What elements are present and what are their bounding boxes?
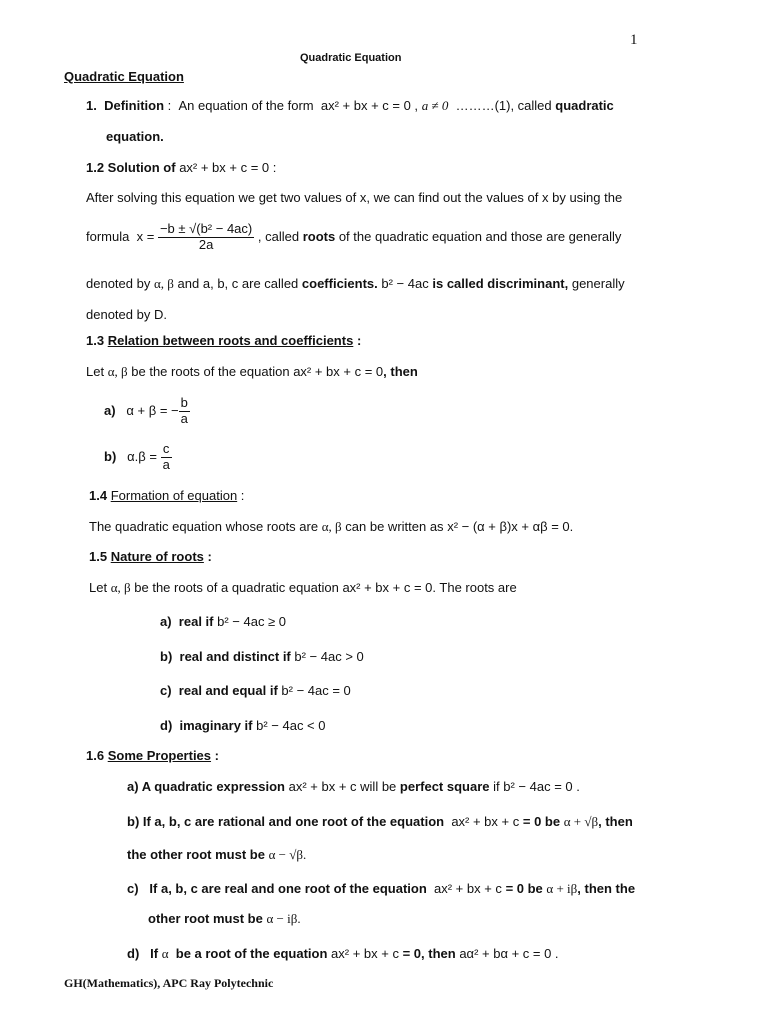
relation-equation: ax² + bx + c = 0 bbox=[293, 364, 384, 379]
formula-tail: of the quadratic equation and those are generally bbox=[338, 228, 622, 244]
sum-lhs: α + β = − bbox=[126, 402, 179, 418]
definition-text: An equation of the form bbox=[178, 98, 314, 113]
property-c-then: , then the bbox=[577, 881, 636, 896]
formation-number: 1.4 bbox=[89, 488, 108, 503]
formation-title: Formation of equation bbox=[110, 488, 238, 503]
relation-number: 1.3 bbox=[86, 333, 105, 348]
properties-heading bbox=[86, 748, 219, 763]
property-a-mid: will be bbox=[360, 779, 397, 794]
formula-called: , called bbox=[257, 228, 300, 244]
property-b-equals: = 0 be bbox=[522, 814, 561, 829]
solution-heading-text: 1.2 Solution of bbox=[86, 160, 176, 175]
sum-fraction bbox=[179, 396, 190, 427]
section-title: Quadratic Equation bbox=[64, 69, 184, 84]
property-c-line2-text: other root must be bbox=[148, 911, 263, 926]
nature-item bbox=[160, 683, 351, 698]
formula-lhs: x = bbox=[136, 228, 155, 244]
solution-paragraph: After solving this equation we get two values of x, we can find out the values of x by using the bbox=[86, 190, 623, 205]
formation-text-b: can be written as bbox=[345, 519, 444, 534]
coefficients-line bbox=[86, 276, 625, 292]
definition-label: Definition bbox=[104, 98, 165, 113]
property-b-line2-text: the other root must be bbox=[127, 847, 265, 862]
relation-intro bbox=[86, 364, 418, 380]
formation-heading bbox=[89, 488, 244, 503]
property-c-root: α + iβ bbox=[546, 881, 578, 896]
property-b-other-root: α − √β. bbox=[268, 847, 307, 862]
quadratic-formula-line bbox=[86, 222, 621, 253]
item-label: a) bbox=[104, 402, 116, 418]
property-a bbox=[127, 779, 580, 794]
relation-heading bbox=[86, 333, 361, 348]
definition-number: 1. bbox=[86, 98, 97, 113]
formula-numerator: −b ± √(b² − 4ac) bbox=[159, 221, 253, 236]
formula-word: formula bbox=[86, 228, 130, 244]
property-a-bold: perfect square bbox=[399, 779, 490, 794]
definition-term-continued: equation. bbox=[106, 129, 164, 144]
property-a-text: a) A quadratic expression bbox=[127, 779, 285, 794]
property-b-line2 bbox=[127, 847, 306, 863]
property-c bbox=[127, 881, 635, 897]
nature-intro-tail: . The roots are bbox=[432, 580, 517, 595]
properties-number: 1.6 bbox=[86, 748, 105, 763]
nature-item bbox=[160, 614, 286, 629]
properties-colon: : bbox=[214, 748, 219, 763]
item-text: real if bbox=[178, 614, 214, 629]
nature-item bbox=[160, 649, 364, 664]
definition-eqref: ………(1), called bbox=[455, 98, 552, 113]
nature-item bbox=[160, 718, 326, 733]
quadratic-formula-fraction bbox=[158, 222, 254, 253]
let-text: Let bbox=[89, 580, 108, 595]
formation-text bbox=[89, 519, 573, 535]
relation-intro-text: be the roots of the equation bbox=[131, 364, 290, 379]
nature-title: Nature of roots bbox=[110, 549, 204, 564]
definition-equation: ax² + bx + c = 0 , bbox=[320, 98, 419, 113]
property-c-equals: = 0 be bbox=[505, 881, 543, 896]
property-c-other-root: α − iβ. bbox=[266, 911, 301, 926]
item-text: real and distinct if bbox=[179, 649, 291, 664]
nature-intro bbox=[89, 580, 517, 596]
relation-then: , then bbox=[383, 364, 418, 379]
nature-equation: ax² + bx + c = 0 bbox=[342, 580, 433, 595]
generally-text: generally bbox=[571, 276, 625, 291]
property-d-text2: be a root of the equation bbox=[175, 946, 328, 961]
item-label: d) bbox=[160, 718, 173, 733]
page-footer: GH(Mathematics), APC Ray Polytechnic bbox=[64, 976, 274, 990]
formation-text-a: The quadratic equation whose roots are bbox=[89, 519, 319, 534]
discriminant-expression: b² − 4ac bbox=[381, 276, 429, 291]
property-d-equation: ax² + bx + c bbox=[331, 946, 399, 961]
alpha-beta: α, β bbox=[110, 580, 131, 595]
product-fraction bbox=[161, 442, 172, 473]
property-b bbox=[127, 814, 633, 830]
nature-heading bbox=[89, 549, 212, 564]
denoted-by-text: denoted by bbox=[86, 276, 151, 291]
property-d-result: aα² + bα + c = 0 . bbox=[459, 946, 559, 961]
nature-colon: : bbox=[207, 549, 212, 564]
property-c-text: If a, b, c are real and one root of the equation bbox=[149, 881, 427, 896]
property-a-expr: ax² + bx + c bbox=[288, 779, 357, 794]
property-b-then: , then bbox=[598, 814, 633, 829]
definition-term: quadratic bbox=[555, 98, 614, 113]
solution-heading bbox=[86, 160, 276, 175]
nature-intro-text: be the roots of a quadratic equation bbox=[134, 580, 339, 595]
property-a-if: if bbox=[493, 779, 500, 794]
item-condition: b² − 4ac ≥ 0 bbox=[217, 614, 287, 629]
property-c-line2 bbox=[148, 911, 301, 927]
abc-text: a, b, c bbox=[202, 276, 239, 291]
sum-denominator: a bbox=[180, 410, 188, 426]
is-called-text: is called bbox=[432, 276, 484, 291]
relation-colon: : bbox=[356, 333, 362, 348]
discriminant-word: discriminant, bbox=[487, 276, 569, 291]
property-b-text: b) If a, b, c are rational and one root of the equation bbox=[127, 814, 445, 829]
item-condition: b² − 4ac > 0 bbox=[294, 649, 364, 664]
page-title: Quadratic Equation bbox=[300, 52, 402, 64]
property-d-text: If bbox=[150, 946, 159, 961]
product-of-roots bbox=[104, 442, 172, 473]
item-label: b) bbox=[104, 448, 117, 464]
item-label: c) bbox=[160, 683, 172, 698]
solution-heading-equation: ax² + bx + c = 0 : bbox=[179, 160, 277, 175]
formation-equation: x² − (α + β)x + αβ = 0. bbox=[447, 519, 574, 534]
nature-number: 1.5 bbox=[89, 549, 108, 564]
item-label: b) bbox=[160, 649, 173, 664]
alpha-beta: α, β bbox=[321, 519, 342, 534]
definition-line: 1. Definition : An equation of the form ax² + bx + c = 0 , a ≠ 0 ………(1), called quadratic bbox=[86, 98, 614, 113]
product-lhs: α.β = bbox=[127, 448, 157, 464]
property-b-equation: ax² + bx + c bbox=[451, 814, 520, 829]
property-d-equals: = 0, then bbox=[402, 946, 456, 961]
definition-condition: a ≠ 0 bbox=[421, 98, 449, 113]
item-condition: b² − 4ac = 0 bbox=[281, 683, 351, 698]
formation-colon: : bbox=[240, 488, 245, 503]
property-d-alpha: α bbox=[161, 946, 169, 961]
item-condition: b² − 4ac < 0 bbox=[256, 718, 326, 733]
alpha-beta: α, β bbox=[153, 276, 174, 291]
formula-denominator: 2a bbox=[198, 236, 214, 252]
product-denominator: a bbox=[162, 456, 170, 472]
property-d-label: d) bbox=[127, 946, 140, 961]
are-called-text: are called bbox=[241, 276, 299, 291]
coefficients-word: coefficients. bbox=[301, 276, 378, 291]
item-text: real and equal if bbox=[178, 683, 278, 698]
denoted-by-d: denoted by D. bbox=[86, 307, 167, 322]
property-a-condition: b² − 4ac = 0 . bbox=[503, 779, 580, 794]
property-d bbox=[127, 946, 559, 962]
property-c-equation: ax² + bx + c bbox=[434, 881, 502, 896]
sum-of-roots bbox=[104, 396, 190, 427]
alpha-beta: α, β bbox=[107, 364, 128, 379]
and-text: and bbox=[177, 276, 200, 291]
item-text: imaginary if bbox=[179, 718, 253, 733]
page-number: 1 bbox=[630, 32, 638, 48]
item-label: a) bbox=[160, 614, 172, 629]
product-numerator: c bbox=[161, 442, 172, 458]
let-text: Let bbox=[86, 364, 105, 379]
sum-numerator: b bbox=[180, 395, 188, 410]
property-b-root: α + √β bbox=[563, 814, 599, 829]
property-c-label: c) bbox=[127, 881, 139, 896]
relation-title: Relation between roots and coefficients bbox=[107, 333, 354, 348]
properties-title: Some Properties bbox=[107, 748, 212, 763]
roots-word: roots bbox=[302, 228, 336, 244]
